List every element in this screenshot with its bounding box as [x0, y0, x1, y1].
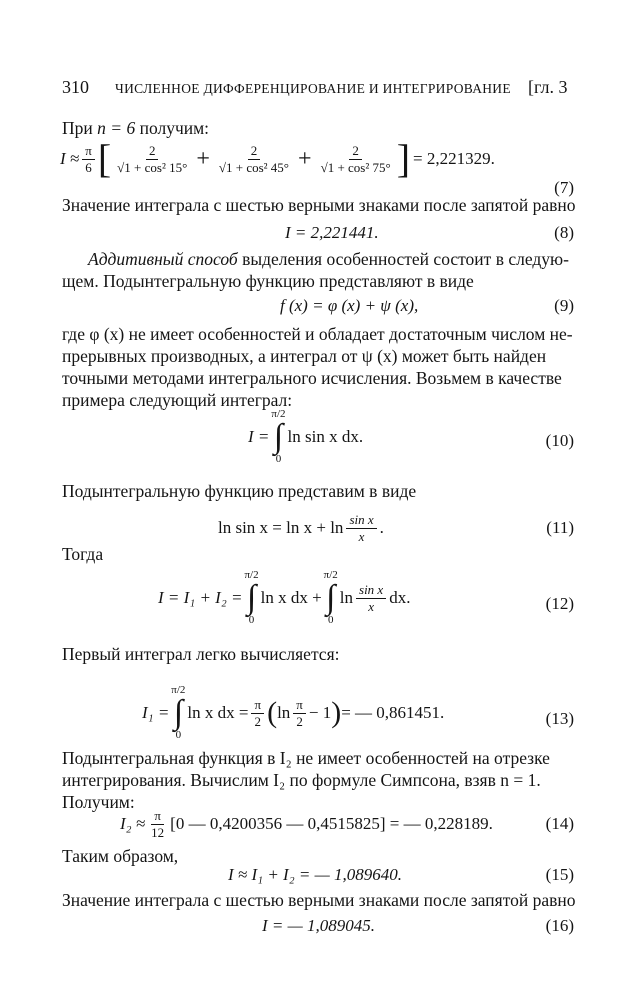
paragraph-where-3: точными методами интегрального исчисления. Возьмем в качестве	[62, 368, 562, 388]
paragraph-integrand-2: интегрирования. Вычислим I₂ по формуле Симпсона, взяв n = 1.	[62, 770, 541, 790]
eq-number-15: (15)	[545, 865, 574, 884]
paragraph-then: Тогда	[62, 544, 104, 564]
eq-number-13: (13)	[545, 709, 574, 728]
equation-8: I = 2,221441.	[285, 223, 379, 242]
paragraph-integrand-3: Получим:	[62, 792, 135, 812]
paragraph-where-2: прерывных производных, а интеграл от ψ (x) может быть найден	[62, 346, 547, 366]
equation-7: I ≈ $\frac{\pi}{6}$ [ $\frac{2}{\text{√1 + cos² 15°}}$ + $\frac{2}{\text{√1 + cos² 45°}}$ + $\frac{2}{\text{√1 + cos² 75°}}$ ] = 2,221329.	[60, 136, 495, 181]
eq-number-8: (8)	[554, 223, 574, 242]
equation-15: I ≈ I₁ + I₂ = — 1,089640.	[228, 865, 402, 884]
chapter-ref: [гл. 3	[528, 77, 568, 97]
paragraph-represent: Подынтегральную функцию представим в виде	[62, 481, 417, 501]
paragraph-additive-1: Аддитивный способ выделения особенностей состоит в следую-	[88, 249, 569, 269]
eq-number-12: (12)	[545, 594, 574, 613]
equation-10: I = π/2 ∫ 0 ln sin x dx.	[248, 408, 364, 465]
paragraph-where-1: где φ (x) не имеет особенностей и обладает достаточным числом не-	[62, 324, 573, 344]
eq-number-9: (9)	[554, 296, 574, 315]
page-number: 310	[62, 77, 89, 97]
equation-9: f (x) = φ (x) + ψ (x),	[280, 296, 419, 315]
eq-number-7: (7)	[554, 178, 574, 197]
equation-12: I = I₁ + I₂ = π/2 ∫ 0 ln x dx + π/2 ∫ 0 ln $\frac{\text{sin x}}{x}$ dx.	[158, 569, 411, 626]
eq-number-16: (16)	[545, 916, 574, 935]
equation-11: ln sin x = ln x + ln $\frac{\text{sin x}}{x}$ .	[218, 511, 384, 544]
paragraph-where-4: примера следующий интеграл:	[62, 390, 293, 410]
running-title: ЧИСЛЕННОЕ ДИФФЕРЕНЦИРОВАНИЕ И ИНТЕГРИРОВАНИЕ	[115, 81, 511, 96]
paragraph-value-1: Значение интеграла с шестью верными знаками после запятой равно	[62, 195, 576, 215]
eq-number-14: (14)	[545, 814, 574, 833]
paragraph-value-2: Значение интеграла с шестью верными знаками после запятой равно	[62, 890, 576, 910]
equation-13: I₁ = π/2 ∫ 0 ln x dx = $\frac{\pi}{2}$ ( ln $\frac{\pi}{2}$ − 1 ) = — 0,861451.	[142, 684, 445, 741]
paragraph-thus: Таким образом,	[62, 846, 179, 866]
paragraph-integrand-1: Подынтегральная функция в I₂ не имеет особенностей на отрезке	[62, 748, 550, 768]
equation-16: I = — 1,089045.	[262, 916, 375, 935]
eq-number-10: (10)	[545, 431, 574, 450]
paragraph-additive-2: щем. Подынтегральную функцию представляют в виде	[62, 271, 474, 291]
paragraph-intro: При n = 6 получим:	[62, 118, 210, 138]
paragraph-first-integral: Первый интеграл легко вычисляется:	[62, 644, 340, 664]
equation-14: I₂ ≈ $\frac{\pi}{12}$ [0 — 0,4200356 — 0,4515825] = — 0,228189.	[120, 807, 493, 840]
eq-number-11: (11)	[546, 518, 574, 537]
